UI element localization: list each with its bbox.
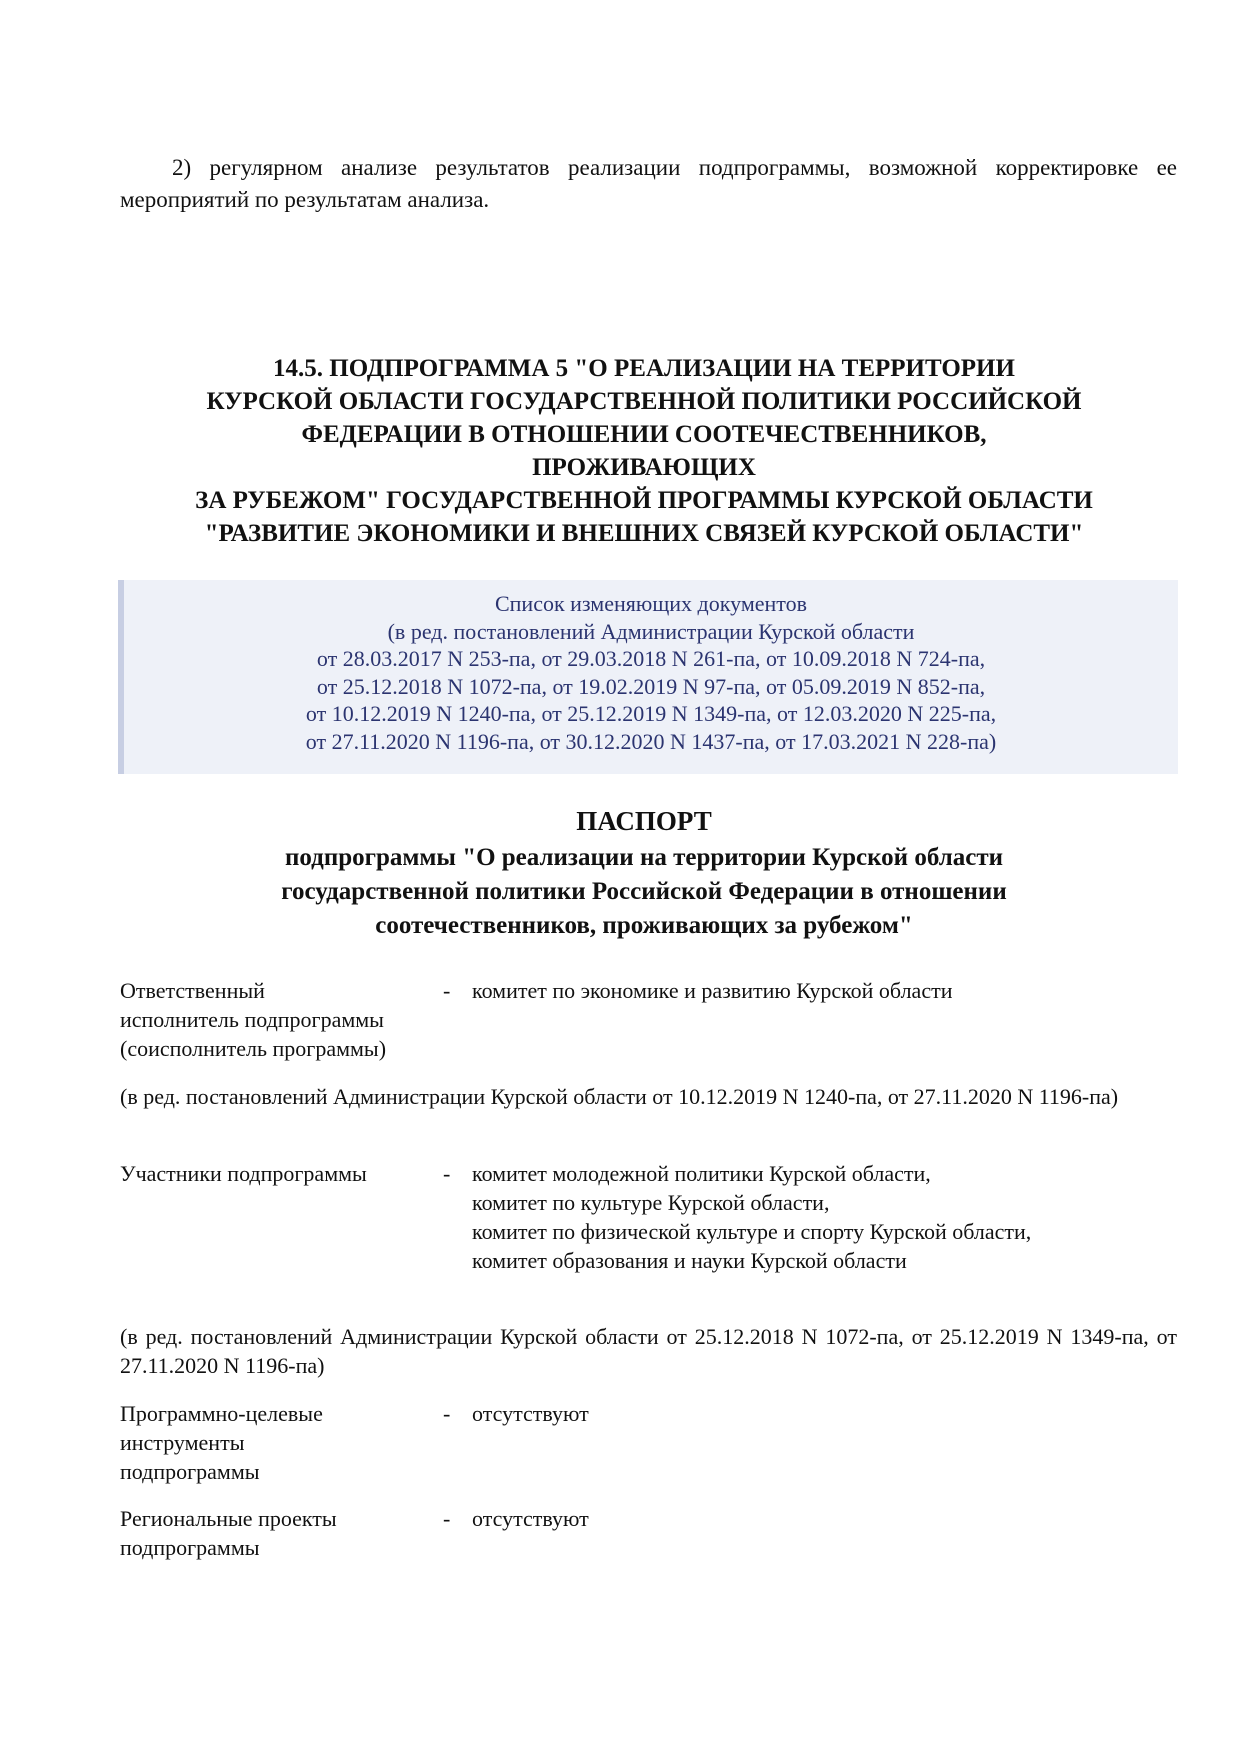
row-value	[472, 1159, 1162, 1275]
amendments-line: (в ред. постановлений Администрации Курской области	[387, 618, 915, 644]
row-value	[472, 1399, 1162, 1428]
passport-heading	[110, 803, 1178, 943]
row-value	[472, 976, 1162, 1005]
row-label-line: Ответственный	[120, 978, 265, 1003]
section-title-line: КУРСКОЙ ОБЛАСТИ ГОСУДАРСТВЕННОЙ ПОЛИТИКИ РОССИЙСКОЙ	[206, 388, 1082, 415]
row-label-line: Участники подпрограммы	[120, 1161, 367, 1186]
amendments-line: от 10.12.2019 N 1240-па, от 25.12.2019 N 1349-па, от 12.03.2020 N 225-па,	[305, 701, 997, 726]
row-value-line: комитет по физической культуре и спорту Курской области,	[472, 1219, 1032, 1244]
passport-row-participants	[120, 1159, 1178, 1309]
amendments-list	[124, 590, 1178, 755]
amendments-line: от 28.03.2017 N 253-па, от 29.03.2018 N 261-па, от 10.09.2018 N 724-па,	[316, 646, 986, 671]
passport-row-responsible	[120, 976, 1178, 1066]
row-value-line: отсутствуют	[472, 1506, 589, 1531]
passport-title: ПАСПОРТ	[576, 806, 712, 836]
row-dash: -	[443, 978, 451, 1003]
section-title-line: 14.5. ПОДПРОГРАММА 5 "О РЕАЛИЗАЦИИ НА ТЕРРИТОРИИ	[273, 355, 1015, 382]
amendments-line: от 25.12.2018 N 1072-па, от 19.02.2019 N 97-па, от 05.09.2019 N 852-па,	[316, 673, 986, 699]
passport-subtitle-line: подпрограммы "О реализации на территории Курской области	[284, 844, 1004, 871]
section-title-line: "РАЗВИТИЕ ЭКОНОМИКИ И ВНЕШНИХ СВЯЗЕЙ КУРСКОЙ ОБЛАСТИ"	[204, 520, 1084, 547]
row-label-line: подпрограммы	[120, 1459, 260, 1484]
row-label-line: Региональные проекты	[120, 1506, 337, 1531]
row-label	[120, 976, 420, 1063]
intro-paragraph: 2) регулярном анализе результатов реализации подпрограммы, возможной корректировке ее мероприятий по результатам анализа.	[120, 155, 1177, 212]
row-label-line: исполнитель подпрограммы	[120, 1007, 384, 1032]
edit-note-responsible: (в ред. постановлений Администрации Курской области от 10.12.2019 N 1240-па, от 27.11.2020 N 1196-па)	[120, 1084, 1119, 1109]
row-dash: -	[443, 1401, 451, 1426]
row-value-line: комитет по культуре Курской области,	[472, 1190, 830, 1215]
row-label-line: Программно-целевые	[120, 1401, 323, 1426]
amendments-box	[118, 580, 1178, 774]
row-dash: -	[443, 1506, 451, 1531]
amendments-heading: Список изменяющих документов	[494, 591, 807, 616]
section-title	[110, 352, 1178, 550]
row-value	[472, 1504, 1162, 1533]
passport-row-instruments	[120, 1399, 1178, 1489]
passport-subtitle-line: соотечественников, проживающих за рубежом"	[375, 912, 913, 939]
row-label	[120, 1504, 420, 1562]
passport-row-regional	[120, 1504, 1178, 1566]
row-label-line: подпрограммы	[120, 1535, 260, 1560]
row-label-line: инструменты	[120, 1430, 245, 1455]
amendments-line: от 27.11.2020 N 1196-па, от 30.12.2020 N 1437-па, от 17.03.2021 N 228-па)	[305, 728, 997, 754]
row-label-line: (соисполнитель программы)	[120, 1036, 387, 1061]
edit-note-participants: (в ред. постановлений Администрации Курской области от 25.12.2018 N 1072-па, от 25.12.2019 N 1349-па, от 27.11.2020 N 1196-па)	[120, 1324, 1177, 1378]
row-value-line: комитет образования и науки Курской области	[472, 1248, 907, 1273]
section-title-line: ЗА РУБЕЖОМ" ГОСУДАРСТВЕННОЙ ПРОГРАММЫ КУРСКОЙ ОБЛАСТИ	[195, 487, 1093, 514]
row-dash: -	[443, 1161, 451, 1186]
row-label	[120, 1159, 420, 1188]
passport-subtitle-line: государственной политики Российской Федерации в отношении	[281, 878, 1007, 905]
row-value-line: комитет молодежной политики Курской области,	[472, 1161, 931, 1186]
section-title-line: ФЕДЕРАЦИИ В ОТНОШЕНИИ СООТЕЧЕСТВЕННИКОВ,	[301, 421, 987, 448]
row-label	[120, 1399, 420, 1486]
row-value-line: комитет по экономике и развитию Курской области	[472, 978, 953, 1003]
row-value-line: отсутствуют	[472, 1401, 589, 1426]
section-title-line: ПРОЖИВАЮЩИХ	[532, 454, 756, 481]
